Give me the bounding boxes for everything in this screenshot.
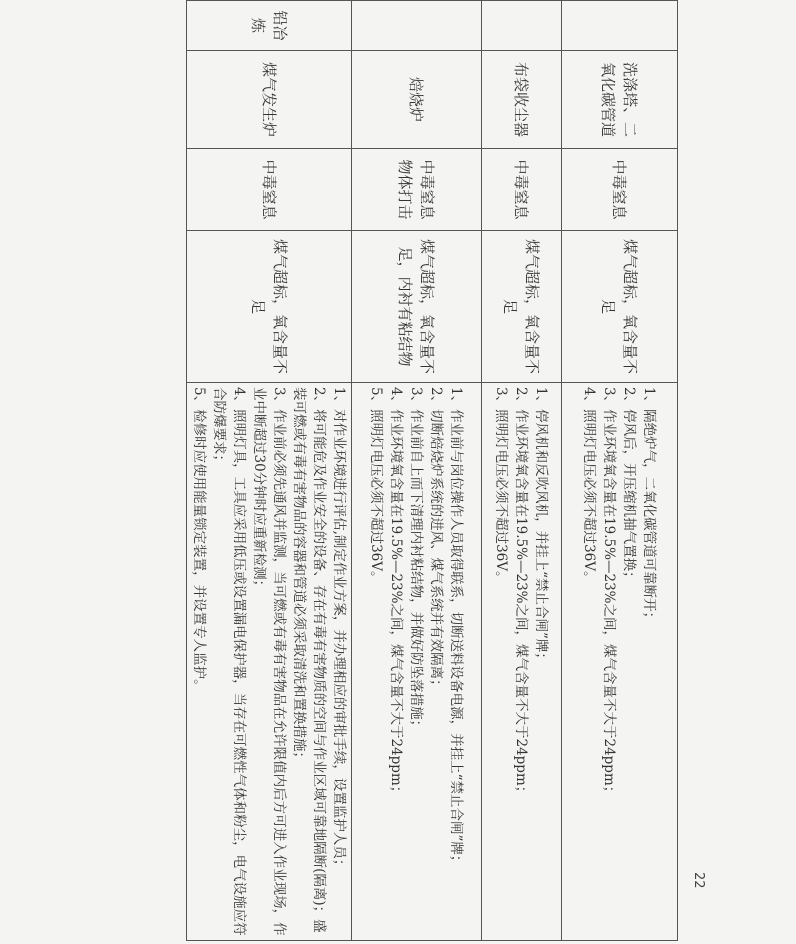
measure-item: 2、作业环境氧含量在19.5%—23%之间，煤气含量不大于24ppm；: [513, 387, 530, 800]
cause-cell: 煤气超标，氧含量不足，内衬有粘结物: [352, 231, 482, 383]
hazard-cell: 中毒窒息: [562, 149, 678, 231]
measures-cell: [482, 383, 562, 941]
hazard-table: [186, 0, 678, 941]
hazard-cell: 中毒窒息: [482, 149, 562, 231]
process-cell: [562, 1, 678, 51]
cause-cell: 煤气超标，氧含量不足: [562, 231, 678, 383]
measure-item: 3、作业前自上而下清理内衬粘结物，并做好防坠落措施；: [408, 387, 425, 734]
measure-item: 2、将可能危及作业安全的设备、存在有毒有害物质的空间与作业区域可靠地隔断(隔离)；盛装可燃或有毒有害物品的容器和管道必须采取清洗和置换措施；: [291, 387, 327, 933]
measure-item: 4、照明灯电压必须不超过36V。: [581, 387, 598, 585]
page-number: 22: [691, 872, 706, 889]
measure-item: 2、切断焙烧炉系统的进风、煤气系统并有效隔离；: [428, 387, 445, 693]
hazard-cell: 中毒窒息物体打击: [352, 149, 482, 231]
measure-item: 5、照明灯电压必须不超过36V。: [368, 387, 385, 585]
measure-item: 1、停风机和反吹风机，并挂上“禁止合闸”牌；: [533, 387, 550, 666]
table-row: [562, 1, 678, 941]
equipment-cell: 洗涤塔、二氧化碳管道: [562, 51, 678, 149]
equipment-cell: 煤气发生炉: [187, 51, 352, 149]
measure-item: 3、照明灯电压必须不超过36V。: [493, 387, 510, 585]
measure-item: 5、检修时应使用能量锁定装置，并设置专人监护。: [191, 387, 207, 693]
equipment-cell: 布袋收尘器: [482, 51, 562, 149]
measures-cell: [187, 383, 352, 941]
hazard-cell: 中毒窒息: [187, 149, 352, 231]
process-cell: 铅冶炼: [187, 1, 352, 51]
process-cell: [482, 1, 562, 51]
process-cell: [352, 1, 482, 51]
measure-item: 3、作业环境氧含量在19.5%—23%之间，煤气含量不大于24ppm；: [601, 387, 618, 800]
measure-item: 2、停风后，开压缩机抽气置换；: [621, 387, 638, 585]
measures-cell: [352, 383, 482, 941]
cause-cell: 煤气超标，氧含量不足: [187, 231, 352, 383]
table-row: [482, 1, 562, 941]
table-row: [187, 1, 352, 941]
measure-item: 1、作业前与岗位操作人员取得联系，切断送料设备电源，并挂上“禁止合闸”牌；: [448, 387, 465, 869]
cause-cell: 煤气超标，氧含量不足: [482, 231, 562, 383]
table-row: [352, 1, 482, 941]
measure-item: 4、作业环境氧含量在19.5%—23%之间，煤气含量不大于24ppm；: [388, 387, 405, 800]
hazard-table-body: [187, 1, 678, 941]
measure-item: 3、作业前必须先通风并监测，当可燃或有毒有害物品在允许限值内后方可进入作业现场，作业中断超过30分钟时应重新检测；: [251, 387, 287, 936]
measures-cell: [562, 383, 678, 941]
measure-item: 1、隔绝炉气，二氧化碳管道可靠断开；: [641, 387, 658, 626]
measure-item: 4、照明灯具，工具应采用低压或设置漏电保护器，当存在可燃性气体和粉尘，电气设施应符合防爆要求；: [211, 387, 247, 936]
equipment-cell: 焙烧炉: [352, 51, 482, 149]
measure-item: 1、对作业环境进行评估,制定作业方案，并办理相应的审批手续，设置监护人员；: [331, 387, 347, 873]
